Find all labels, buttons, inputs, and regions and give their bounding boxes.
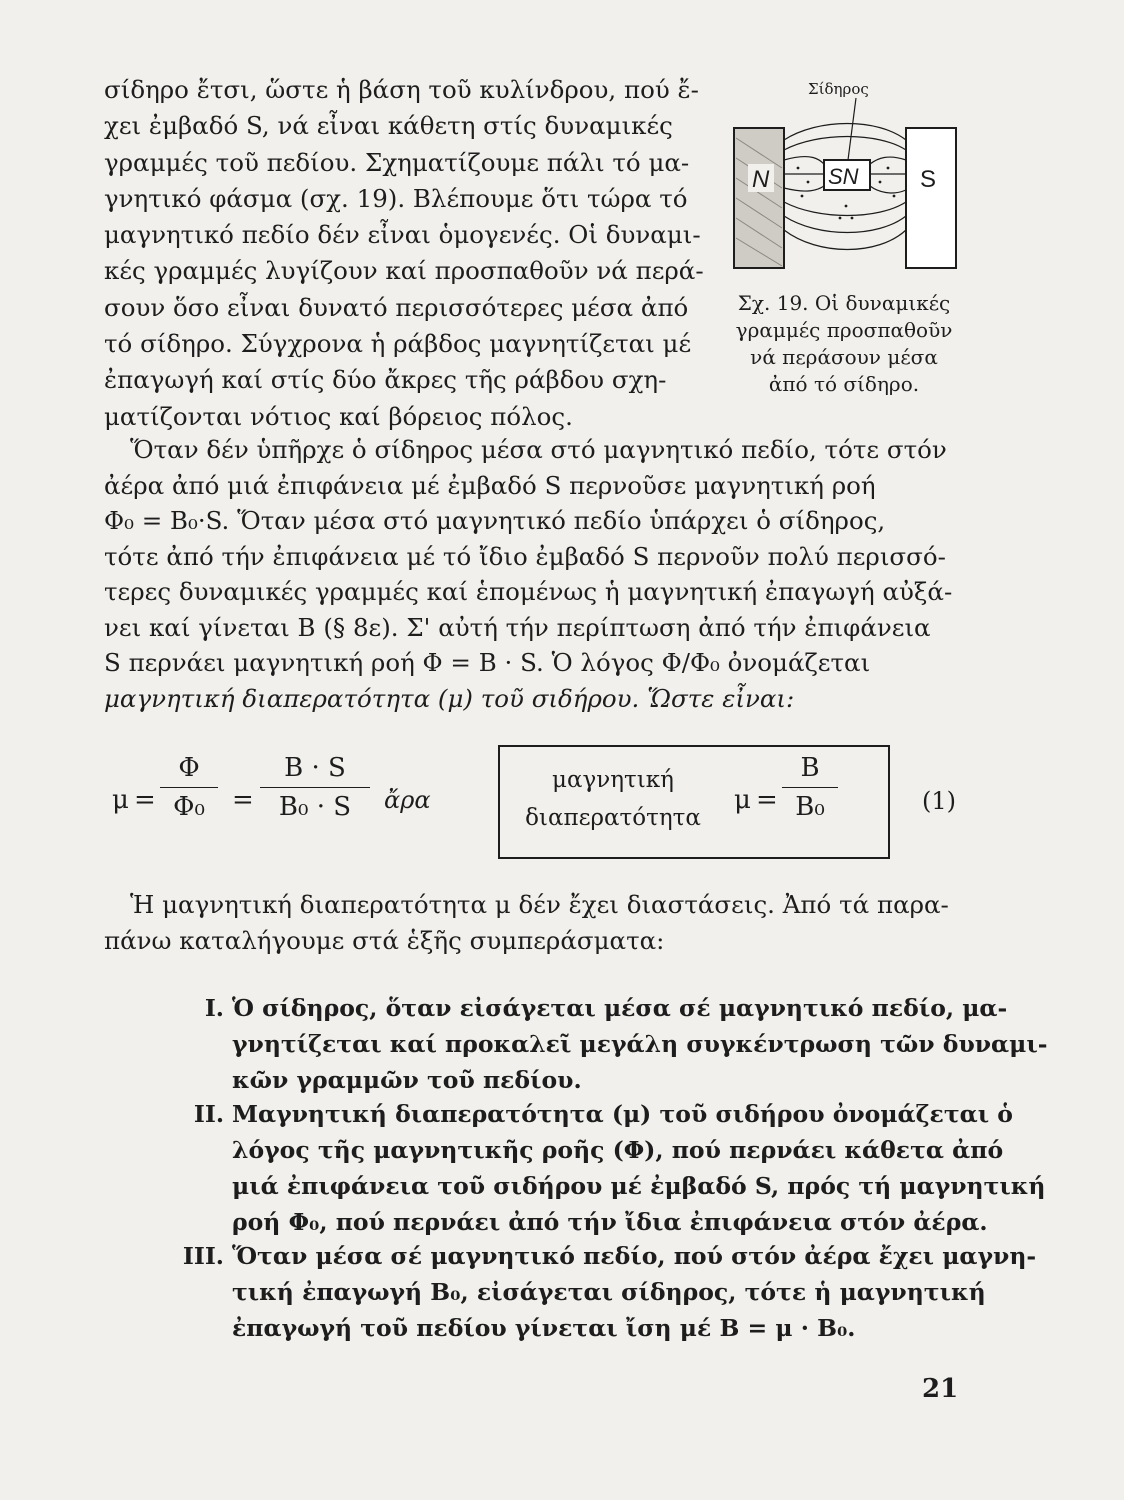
text-line: ἐπαγωγή τοῦ πεδίου γίνεται ἴση μέ B = μ · B₀. bbox=[232, 1314, 856, 1342]
text-line: νει καί γίνεται B (§ 8ε). Σ' αὐτή τήν περίπτωση ἀπό τήν ἐπιφάνεια bbox=[104, 612, 931, 642]
text-line: Ὁ σίδηρος, ὅταν εἰσάγεται μέσα σέ μαγνητικό πεδίο, μα- bbox=[232, 994, 1008, 1022]
iron-label-pointer bbox=[848, 98, 856, 160]
text-line: ματίζονται νότιος καί βόρειος πόλος. bbox=[104, 401, 573, 431]
formula-mu: μ bbox=[734, 785, 751, 815]
conclusion-number: I. bbox=[204, 994, 224, 1022]
text-line: γνητίζεται καί προκαλεῖ μεγάλη συγκέντρωση τῶν δυναμι- bbox=[232, 1030, 1048, 1058]
text-line: Ἡ μαγνητική διαπερατότητα μ δέν ἔχει διαστάσεις. Ἀπό τά παρα- bbox=[130, 890, 949, 919]
main-paragraph bbox=[104, 432, 956, 716]
text-line: S περνάει μαγνητική ροή Φ = B · S. Ὁ λόγος Φ/Φ₀ ὀνομάζεται bbox=[104, 648, 871, 677]
intro-paragraph bbox=[104, 72, 724, 435]
figure-caption bbox=[728, 290, 960, 398]
fraction-bar bbox=[160, 787, 218, 788]
fraction-numerator: B bbox=[800, 753, 820, 783]
formula-equals: = bbox=[134, 785, 156, 815]
fraction-bs bbox=[260, 751, 370, 824]
pole-label-s: S bbox=[920, 166, 937, 193]
fraction-denominator: B₀ bbox=[795, 792, 825, 822]
fraction-bar bbox=[782, 787, 838, 788]
iron-pole-label: SN bbox=[828, 164, 859, 189]
formula-result-box bbox=[498, 745, 890, 859]
conclusion-1 bbox=[104, 990, 1048, 1098]
text-line: μιά ἐπιφάνεια τοῦ σιδήρου μέ ἐμβαδό S, πρός τή μαγνητική bbox=[232, 1172, 1046, 1200]
fraction-phi bbox=[160, 751, 218, 824]
text-line: γραμμές τοῦ πεδίου. Σχηματίζουμε πάλι τό μα- bbox=[104, 147, 690, 177]
text-line: λόγος τῆς μαγνητικῆς ροῆς (Φ), πού περνάει κάθετα ἀπό bbox=[232, 1136, 1004, 1164]
formula-mu: μ bbox=[112, 785, 129, 815]
box-label bbox=[508, 761, 718, 837]
text-line: πάνω καταλήγουμε στά ἑξῆς συμπεράσματα: bbox=[104, 925, 665, 955]
fraction-numerator: Φ bbox=[178, 753, 200, 783]
formula-equals: = bbox=[232, 785, 254, 815]
caption-line: ἀπό τό σίδηρο. bbox=[768, 372, 920, 396]
equation-number: (1) bbox=[922, 787, 956, 815]
text-line: ροή Φ₀, πού περνάει ἀπό τήν ἴδια ἐπιφάνεια στόν ἀέρα. bbox=[232, 1208, 988, 1236]
formula-equals: = bbox=[756, 785, 778, 815]
text-line: μαγνητική διαπερατότητα (μ) τοῦ σιδήρου. Ὥστε εἶναι: bbox=[104, 683, 795, 713]
text-line: Ὅταν δέν ὑπῆρχε ὁ σίδηρος μέσα στό μαγνητικό πεδίο, τότε στόν bbox=[130, 435, 947, 464]
text-line: χει ἐμβαδό S, νά εἶναι κάθετη στίς δυναμικές bbox=[104, 111, 673, 141]
conclusion-number: III. bbox=[182, 1242, 224, 1270]
text-line: Μαγνητική διαπερατότητα (μ) τοῦ σιδήρου ὀνομάζεται ὁ bbox=[232, 1100, 1013, 1128]
text-line: τό σίδηρο. Σύγχρονα ἡ ράβδος μαγνητίζεται μέ bbox=[104, 329, 692, 359]
text-line: Ὅταν μέσα σέ μαγνητικό πεδίο, πού στόν ἀέρα ἔχει μαγνη- bbox=[232, 1242, 1037, 1270]
text-line: ἐπαγωγή καί στίς δύο ἄκρες τῆς ράβδου σχη- bbox=[104, 365, 667, 395]
text-line: τερες δυναμικές γραμμές καί ἑπομένως ἡ μαγνητική ἐπαγωγή αὐξά- bbox=[104, 577, 953, 606]
text-line: σουν ὅσο εἶναι δυνατό περισσότερες μέσα ἀπό bbox=[104, 292, 689, 322]
text-line: ἀέρα ἀπό μιά ἐπιφάνεια μέ ἐμβαδό S περνοῦσε μαγνητική ροή bbox=[104, 470, 876, 500]
iron-label: Σίδηρος bbox=[808, 80, 869, 98]
magnet-left-n bbox=[734, 128, 784, 268]
fraction-b bbox=[782, 751, 838, 824]
formula-ara: ἄρα bbox=[384, 786, 431, 814]
fraction-denominator: B₀ · S bbox=[278, 792, 352, 822]
caption-line: Σχ. 19. Οἱ δυναμικές bbox=[737, 291, 951, 315]
text-line: γνητικό φάσμα (σχ. 19). Βλέπουμε ὅτι τώρα τό bbox=[104, 183, 688, 213]
pole-label-n: N bbox=[752, 166, 770, 193]
fraction-bar bbox=[260, 787, 370, 788]
text-line: σίδηρο ἔτσι, ὥστε ἡ βάση τοῦ κυλίνδρου, πού ἔ- bbox=[104, 75, 699, 104]
box-label-line: μαγνητική bbox=[552, 767, 674, 793]
text-line: Φ₀ = B₀·S. Ὅταν μέσα στό μαγνητικό πεδίο ὑπάρχει ὁ σίδηρος, bbox=[104, 506, 886, 535]
page-number: 21 bbox=[922, 1374, 959, 1404]
conclusion-number: II. bbox=[193, 1100, 224, 1128]
formula-permeability bbox=[104, 745, 964, 865]
text-line: κές γραμμές λυγίζουν καί προσπαθοῦν νά περά- bbox=[104, 256, 704, 286]
text-line: τότε ἀπό τήν ἐπιφάνεια μέ τό ἴδιο ἐμβαδό S περνοῦν πολύ περισσό- bbox=[104, 541, 946, 571]
text-line: μαγνητικό πεδίο δέν εἶναι ὁμογενές. Οἱ δυναμι- bbox=[104, 220, 701, 250]
conclusion-2 bbox=[104, 1096, 1046, 1240]
fraction-numerator: B · S bbox=[284, 753, 346, 783]
fraction-denominator: Φ₀ bbox=[173, 792, 205, 822]
after-paragraph bbox=[104, 887, 956, 958]
conclusion-3 bbox=[104, 1238, 1037, 1346]
text-line: κῶν γραμμῶν τοῦ πεδίου. bbox=[232, 1066, 582, 1094]
caption-line: νά περάσουν μέσα bbox=[750, 345, 938, 369]
box-label-line: διαπερατότητα bbox=[525, 805, 701, 831]
figure-magnetic-field-iron bbox=[728, 78, 960, 274]
caption-line: γραμμές προσπαθοῦν bbox=[735, 318, 953, 342]
magnet-right-s bbox=[906, 128, 956, 268]
text-line: τική ἐπαγωγή B₀, εἰσάγεται σίδηρος, τότε ἡ μαγνητική bbox=[232, 1278, 986, 1306]
